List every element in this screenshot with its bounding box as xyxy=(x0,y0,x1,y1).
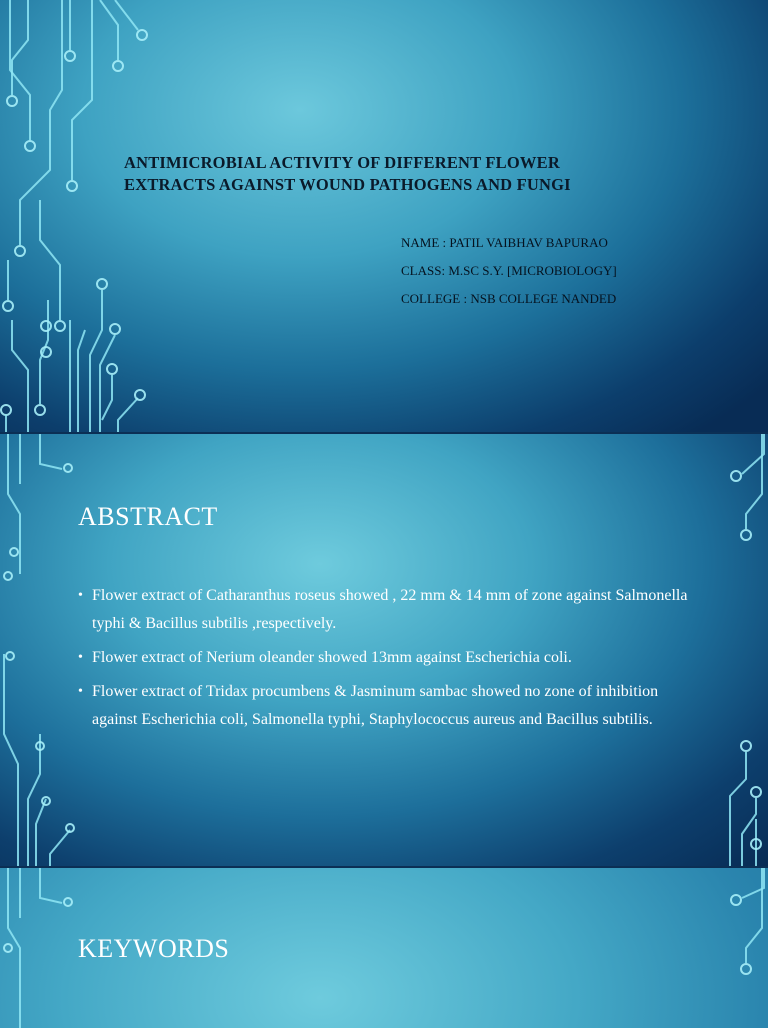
bullet-icon: • xyxy=(78,684,83,699)
title-line-2: EXTRACTS AGAINST WOUND PATHOGENS AND FUNGI xyxy=(124,175,571,194)
bullet-icon: • xyxy=(78,650,83,665)
list-item xyxy=(78,582,698,638)
author-college: COLLEGE : NSB COLLEGE NANDED xyxy=(401,291,617,306)
title-line-1: ANTIMICROBIAL ACTIVITY OF DIFFERENT FLOWER xyxy=(124,153,560,172)
keywords-heading: KEYWORDS xyxy=(78,934,230,963)
circuit-decoration-icon xyxy=(0,868,80,1028)
author-name: NAME : PATIL VAIBHAV BAPURAO xyxy=(401,235,608,250)
author-info xyxy=(401,233,617,317)
presentation-title xyxy=(124,152,571,196)
bullet-text: Flower extract of Tridax procumbens & Jasminum sambac showed no zone of inhibition against Escherichia coli, Salmonella typhi, Staphylococcus aureus and Bacillus subtilis. xyxy=(92,683,659,728)
title-slide xyxy=(0,0,768,432)
bullet-icon: • xyxy=(78,588,83,603)
circuit-decoration-icon xyxy=(698,868,768,1028)
abstract-heading: ABSTRACT xyxy=(78,502,218,531)
circuit-decoration-icon xyxy=(0,434,80,866)
list-item xyxy=(78,644,698,672)
author-class: CLASS: M.SC S.Y. [MICROBIOLOGY] xyxy=(401,263,617,278)
bullet-text: Flower extract of Nerium oleander showed 13mm against Escherichia coli. xyxy=(92,649,572,666)
circuit-decoration-icon xyxy=(0,0,160,432)
circuit-decoration-icon xyxy=(698,434,768,866)
bullet-text: Flower extract of Catharanthus roseus showed , 22 mm & 14 mm of zone against Salmonella typhi & Bacillus subtilis ,respectively. xyxy=(92,587,688,632)
abstract-list xyxy=(78,582,698,740)
list-item xyxy=(78,678,698,734)
